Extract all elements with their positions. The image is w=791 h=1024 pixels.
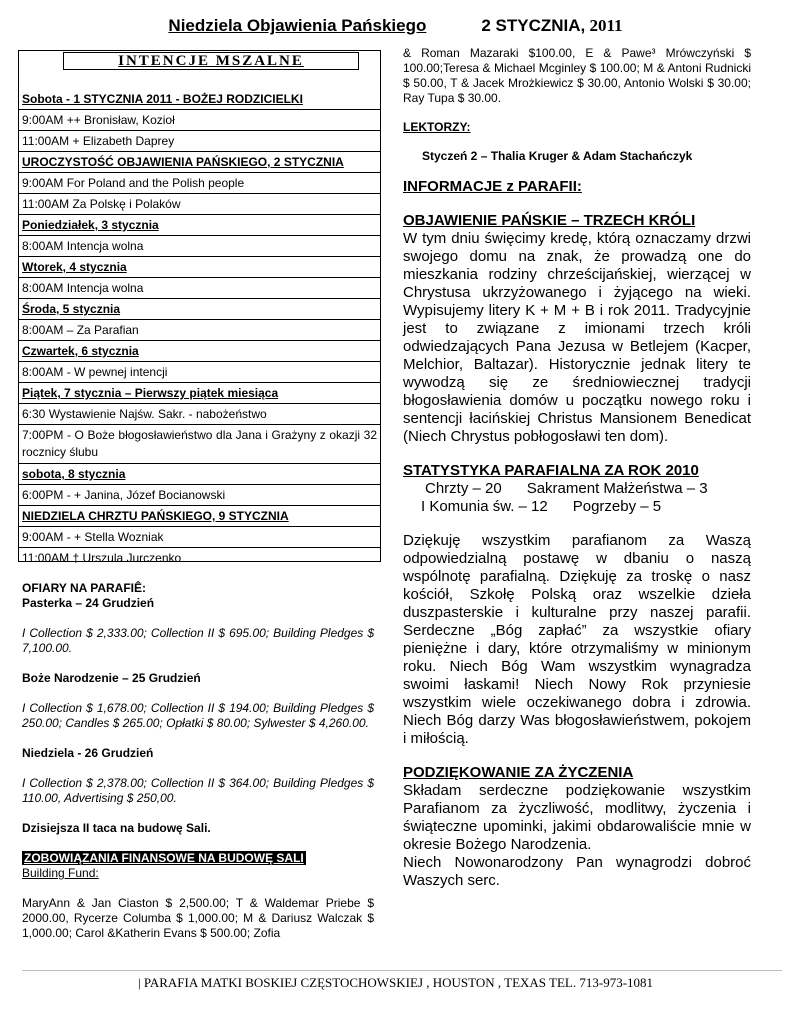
sunday-title: Niedziela - 26 Grudzień [22, 746, 154, 760]
intention-day-heading: Wtorek, 4 stycznia [19, 256, 380, 277]
intention-entry: 9:00AM - + Stella Wozniak [19, 526, 380, 547]
epiphany-heading: OBJAWIENIE PAŃSKIE – TRZECH KRÓLI [403, 212, 696, 229]
statistics-line-1: Chrzty – 20 Sakrament Małżeństwa – 3 [425, 480, 708, 497]
intention-day-heading: Poniedziałek, 3 stycznia [19, 214, 380, 235]
mass-intentions-list [19, 89, 380, 568]
intention-entry: 11:00AM + Elizabeth Daprey [19, 130, 380, 151]
wishes-heading: PODZIĘKOWANIE ZA ŻYCZENIA [403, 764, 634, 781]
epiphany-text: W tym dniu święcimy kredę, którą oznaczamy drzwi swojego domu na znak, że prowadzą one do mieszkania rodziny chrześcijańskiej, wierzącej w Chrystusa ukrzyżowanego i żyjącego na wieki. Wypisujemy litery K + M + B i rok 2011. Tradycyjnie jest to związane z imionami trzech króli odwiedzających Pana Jezusa w Betlejem (Kacper, Melchior, Baltazar). Historycznie jednak litery te wywodzą się ze średniowiecznej tradycji błogosławienia domów u początku nowego roku i sentencji łacińskiej Christus Mansionem Benedicat (Niech Chrystus pobłogosławi ten dom). [403, 230, 751, 445]
intention-day-heading: Środa, 5 stycznia [19, 298, 380, 319]
mass-intentions-box [18, 50, 381, 565]
building-pledges-heading: ZOBOWIĄZANIA FINANSOWE NA BUDOWĘ SALI [24, 851, 304, 865]
intention-entry: 8:00AM – Za Parafian [19, 319, 380, 340]
title-year: 2011 [585, 16, 623, 35]
building-fund-label: Building Fund: [22, 866, 99, 880]
intention-day-heading: sobota, 8 stycznia [19, 463, 380, 484]
intention-entry: 8:00AM Intencja wolna [19, 235, 380, 256]
footer-divider [22, 970, 782, 971]
intention-entry: 11:00AM † Urszula Jurczenko [19, 547, 380, 568]
offerings-heading: OFIARY NA PARAFIÊ: [22, 581, 147, 595]
intention-entry: 11:00AM Za Polskę i Polaków [19, 193, 380, 214]
title-date [481, 16, 622, 35]
intention-entry: 8:00AM Intencja wolna [19, 277, 380, 298]
building-donors-continued: & Roman Mazaraki $100.00, E & Pawe³ Mrówczyński $ 100.00;Teresa & Michael Mcginley $ 100.00; M & Antoni Rudnicki $ 50.00, T & Jacek Mrożkiewicz $ 30.00, Antonio Wolski $ 30.00; Ray Tupa $ 30.00. [403, 46, 751, 105]
title-sunday-name: Niedziela Objawienia Pańskiego [168, 16, 427, 35]
title-date-text: 2 STYCZNIA, [481, 16, 586, 35]
intention-day-heading: Piątek, 7 stycznia – Pierwszy piątek miesiąca [19, 382, 380, 403]
footer: | PARAFIA MATKI BOSKIEJ CZĘSTOCHOWSKIEJ , HOUSTON , TEXAS TEL. 713-973-1081 [137, 975, 654, 990]
pasterka-title: Pasterka – 24 Grudzień [22, 596, 155, 610]
second-collection-note: Dzisiejsza II taca na budowę Sali. [22, 821, 211, 835]
intention-entry: 9:00AM For Poland and the Polish people [19, 172, 380, 193]
statistics-line-2: I Komunia św. – 12 Pogrzeby – 5 [421, 498, 662, 515]
page-title [0, 16, 791, 36]
readers-schedule: Styczeń 2 – Thalia Kruger & Adam Stachańczyk [422, 149, 693, 163]
christmas-collection: I Collection $ 1,678.00; Collection II $ 194.00; Building Pledges $ 250.00; Candles $ 265.00; Opłatki $ 80.00; Sylwester $ 4,260.00. [22, 701, 374, 730]
intention-day-heading: UROCZYSTOŚĆ OBJAWIENIA PAŃSKIEGO, 2 STYCZNIA [19, 151, 380, 172]
parish-info-heading: INFORMACJE z PARAFII: [403, 178, 582, 195]
intention-entry: 6:00PM - + Janina, Józef Bocianowski [19, 484, 380, 505]
christmas-title: Boże Narodzenie – 25 Grudzień [22, 671, 201, 685]
intention-entry: 7:00PM - O Boże błogosławieństwo dla Jana i Grażyny z okazji 32 rocznicy ślubu [19, 424, 380, 463]
mass-intentions-heading: INTENCJE MSZALNE [63, 52, 359, 70]
intention-entry: 6:30 Wystawienie Najśw. Sakr. - nabożeństwo [19, 403, 380, 424]
intention-entry: 9:00AM ++ Bronisław, Kozioł [19, 109, 380, 130]
sunday-collection: I Collection $ 2,378.00; Collection II $ 364.00; Building Pledges $ 110.00, Advertising $ 250,00. [22, 776, 374, 805]
pasterka-collection: I Collection $ 2,333.00; Collection II $ 695.00; Building Pledges $ 7,100.00. [22, 626, 374, 655]
statistics-heading: STATYSTYKA PARAFIALNA ZA ROK 2010 [403, 462, 699, 479]
wishes-text: Składam serdeczne podziękowanie wszystkim Parafianom za życzliwość, modlitwy, życzenia i świąteczne upominki, jakimi obdarowaliście mnie w okresie Bożego Narodzenia. [403, 782, 751, 853]
thanks-text: Dziękuję wszystkim parafianom za Waszą odpowiedzialną postawę w dbaniu o naszą wspólnotę parafialną. Dziękuję za troskę o nasz kościół, Szkołę Polską oraz wszelkie dzieła duszpasterskie i kulturalne przy naszej parafii. Serdeczne „Bóg zapłać” za wszystkie ofiary pieniężne i dary, które otrzymaliśmy w minionym roku. Niech Bóg Wam wszystkim wynagradza swoimi łaskami! Niech Nowy Rok przyniesie wszystkim wiele oczekiwanego dobra i zdrowia. Niech Bóg darzy Was błogosławieństwem, pokojem i miłością. [403, 532, 751, 747]
readers-heading: LEKTORZY: [403, 120, 471, 134]
right-column [403, 46, 751, 890]
building-donors-list: MaryAnn & Jan Ciaston $ 2,500.00; T & Waldemar Priebe $ 2000.00, Rycerze Columba $ 1,000.00; M & Dariusz Walczak $ 1,000.00; Carol &Katherin Evans $ 500.00; Zofia [22, 896, 374, 940]
wishes-closing: Niech Nowonarodzony Pan wynagrodzi dobroć Waszych serc. [403, 854, 751, 889]
intention-entry: 8:00AM - W pewnej intencji [19, 361, 380, 382]
offerings-section [22, 581, 374, 941]
intention-day-heading: Czwartek, 6 stycznia [19, 340, 380, 361]
intention-day-heading: NIEDZIELA CHRZTU PAŃSKIEGO, 9 STYCZNIA [19, 505, 380, 526]
intention-day-heading: Sobota - 1 STYCZNIA 2011 - BOŻEJ RODZICIELKI [22, 92, 303, 106]
